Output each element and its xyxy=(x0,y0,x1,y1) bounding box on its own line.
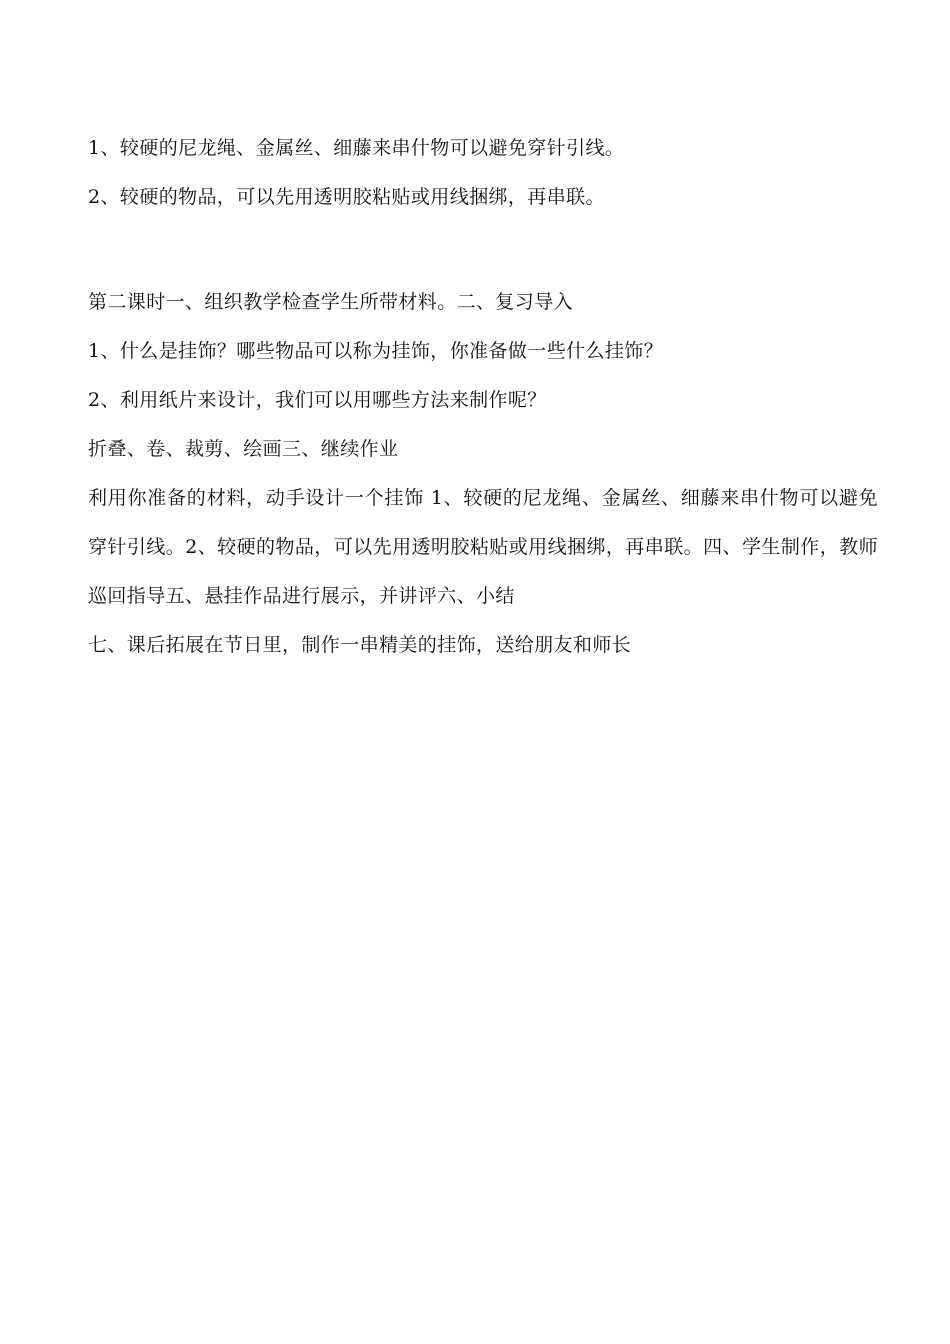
paragraph-material-tip-2: 2、较硬的物品，可以先用透明胶粘贴或用线捆绑，再串联。 xyxy=(88,186,605,208)
paragraph-activity: 利用你准备的材料，动手设计一个挂饰 1、较硬的尼龙绳、金属丝、细藤来串什物可以避免穿针引线。2、较硬的物品，可以先用透明胶粘贴或用线捆绑，再串联。四、学生制作，教师巡回指导五、悬挂作品进行展示，并讲评六、小结 xyxy=(88,487,878,607)
paragraph-second-lesson-heading: 第二课时一、组织教学检查学生所带材料。二、复习导入 xyxy=(88,291,574,313)
section-b xyxy=(88,278,878,670)
paragraph-material-tip-1: 1、较硬的尼龙绳、金属丝、细藤来串什物可以避免穿针引线。 xyxy=(88,137,625,159)
paragraph-question-1: 1、什么是挂饰？哪些物品可以称为挂饰，你准备做一些什么挂饰？ xyxy=(88,340,664,362)
paragraph-methods: 折叠、卷、裁剪、绘画三、继续作业 xyxy=(88,438,399,460)
paragraph-question-2: 2、利用纸片来设计，我们可以用哪些方法来制作呢？ xyxy=(88,389,547,411)
paragraph-extension: 七、课后拓展在节日里，制作一串精美的挂饰，送给朋友和师长 xyxy=(88,634,632,656)
section-a xyxy=(88,124,878,222)
